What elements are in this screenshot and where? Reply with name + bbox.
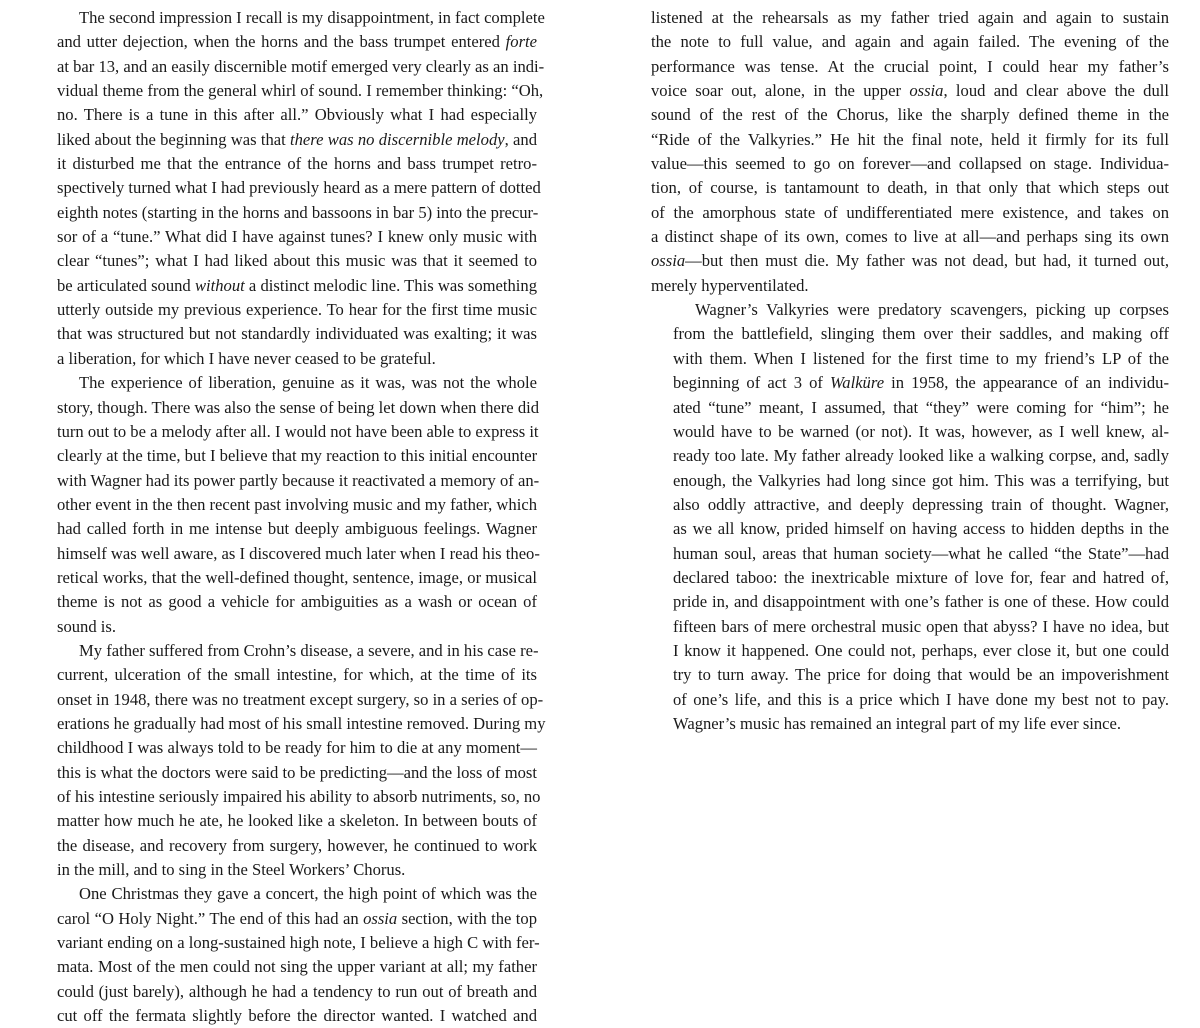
text-line: listened at the rehearsals as my father tried again and again to sustain	[651, 8, 1169, 27]
text-line: ated “tune” meant, I assumed, that “they” were coming for “him”; he	[673, 397, 1169, 417]
text-line: with Wagner had its power partly because it reactivated a memory of an-	[57, 470, 540, 490]
text-line: clearly at the time, but I believe that my reaction to this initial encounter	[57, 446, 538, 466]
text-line: childhood I was always told to be ready for him to die at any moment—	[57, 738, 537, 758]
text-line: the note to full value, and again and again failed. The evening of the	[651, 32, 1169, 52]
text-line: and utter dejection, when the horns and the bass trumpet entered forte	[57, 32, 537, 52]
text-line: fifteen bars of mere orchestral music open that abyss? I have no idea, but	[673, 616, 1169, 636]
text-line: The experience of liberation, genuine as it was, was not the whole	[79, 373, 537, 393]
text-line: no. There is a tune in this after all.” Obviously what I had especially	[57, 105, 537, 125]
text-line: sor of a “tune.” What did I have against tunes? I knew only music with	[57, 227, 537, 247]
paragraph	[35, 371, 540, 639]
text-line: that was structured but not standardly individuated was exalting; it was	[57, 324, 537, 344]
text-line: the disease, and recovery from surgery, however, he continued to work	[57, 835, 537, 855]
text-line: “Ride of the Valkyries.” He hit the final note, held it firmly for its full	[651, 129, 1169, 149]
text-line: Wagner’s music has remained an integral part of my life ever since.	[673, 713, 1122, 733]
text-line: matter how much he ate, he looked like a skeleton. In between bouts of	[57, 811, 537, 831]
text-line: ready too late. My father already looked like a walking corpse, and, sadly	[673, 446, 1169, 466]
paragraph	[35, 6, 545, 371]
text-line: onset in 1948, there was no treatment except surgery, so in a series of op-	[57, 689, 544, 709]
text-line: declared taboo: the inextricable mixture of love for, fear and hatred of,	[673, 567, 1169, 587]
text-line: current, ulceration of the small intestine, for which, at the time of its	[57, 665, 537, 685]
text-line: enough, the Valkyries had long since got him. This was a terrifying, but	[673, 470, 1169, 490]
text-line: voice soar out, alone, in the upper ossia, loud and clear above the dull	[651, 81, 1169, 101]
text-line: One Christmas they gave a concert, the high point of which was the	[79, 884, 537, 904]
text-line: carol “O Holy Night.” The end of this had an ossia section, with the top	[57, 908, 537, 928]
text-line: pride in, and disappointment with one’s father is one of these. How could	[673, 592, 1169, 612]
text-line: vidual theme from the general whirl of sound. I remember thinking: “Oh,	[57, 81, 544, 101]
paragraph	[35, 882, 540, 1028]
text-line: clear “tunes”; what I had liked about this music was that it seemed to	[57, 251, 537, 271]
text-line: erations he gradually had most of his small intestine removed. During my	[57, 713, 546, 733]
text-line: story, though. There was also the sense of being let down when there did	[57, 397, 540, 417]
text-line: this is what the doctors were said to be predicting—and the loss of most	[57, 762, 537, 782]
paragraph	[651, 298, 1169, 736]
text-line: performance was tense. At the crucial point, I could hear my father’s	[651, 56, 1169, 76]
text-line: would have to be warned (or not). It was, however, as I well knew, al-	[673, 421, 1169, 441]
right-page-text	[651, 6, 1169, 736]
text-line: eighth notes (starting in the horns and bassoons in bar 5) into the precur-	[57, 202, 539, 222]
text-line: sound is.	[57, 616, 117, 636]
text-line: ossia—but then must die. My father was not dead, but had, it turned out,	[651, 251, 1169, 271]
text-line: other event in the then recent past involving music and my father, which	[57, 494, 537, 514]
text-line: a distinct shape of its own, comes to live at all—and perhaps sing its own	[651, 227, 1169, 247]
left-page-text	[35, 6, 546, 1028]
text-line: could (just barely), although he had a tendency to run out of breath and	[57, 981, 537, 1001]
text-line: value—this seemed to go on forever—and collapsed on stage. Individua-	[651, 154, 1169, 174]
text-line: it disturbed me that the entrance of the horns and bass trumpet retro-	[57, 154, 537, 174]
paragraph	[651, 6, 1169, 298]
text-line: merely hyperventilated.	[651, 275, 809, 295]
text-line: human soul, areas that human society—what he called “the State”—had	[673, 543, 1169, 563]
text-line: liked about the beginning was that there was no discernible melody, and	[57, 129, 538, 149]
text-line: spectively turned what I had previously heard as a mere pattern of dotted	[57, 178, 541, 198]
text-line: had called forth in me intense but deeply ambiguous feelings. Wagner	[57, 519, 537, 539]
text-line: with them. When I listened for the first time to my friend’s LP of the	[673, 348, 1169, 368]
paragraph	[35, 639, 546, 882]
text-line: sound of the rest of the Chorus, like the sharply defined theme in the	[651, 105, 1169, 125]
text-line: cut off the fermata slightly before the director wanted. I watched and	[57, 1006, 537, 1026]
text-line: retical works, that the well-defined thought, sentence, image, or musical	[57, 567, 537, 587]
text-line: mata. Most of the men could not sing the upper variant at all; my father	[57, 957, 537, 977]
text-line: in the mill, and to sing in the Steel Workers’ Chorus.	[57, 860, 406, 880]
text-line: himself was well aware, as I discovered much later when I read his theo-	[57, 543, 540, 563]
text-line: I know it happened. One could not, perhaps, ever close it, but one could	[673, 640, 1169, 660]
text-line: of his intestine seriously impaired his ability to absorb nutriments, so, no	[57, 787, 541, 806]
text-line: also oddly attractive, and deeply depressing train of thought. Wagner,	[673, 494, 1169, 514]
text-line: tion, of course, is tantamount to death, in that only that which steps out	[651, 178, 1169, 198]
text-line: as we all know, prided himself on having access to hidden depths in the	[673, 519, 1169, 539]
text-line: of one’s life, and this is a price which I have done my best not to pay.	[673, 689, 1169, 709]
text-line: My father suffered from Crohn’s disease, a severe, and in his case re-	[79, 640, 539, 660]
text-line: utterly outside my previous experience. To hear for the first time music	[57, 300, 537, 320]
text-line: turn out to be a melody after all. I would not have been able to express it	[57, 421, 539, 441]
text-line: from the battlefield, slinging them over their saddles, and making off	[673, 324, 1169, 344]
text-line: of the amorphous state of undifferentiated mere existence, and takes on	[651, 202, 1169, 222]
text-line: at bar 13, and an easily discernible motif emerged very clearly as an indi-	[57, 56, 545, 76]
text-line: theme is not as good a vehicle for ambiguities as a wash or ocean of	[57, 592, 537, 612]
text-line: a liberation, for which I have never ceased to be grateful.	[57, 348, 436, 368]
text-line: beginning of act 3 of Walküre in 1958, the appearance of an individu-	[673, 373, 1169, 393]
text-line: Wagner’s Valkyries were predatory scavengers, picking up corpses	[695, 300, 1169, 320]
text-line: The second impression I recall is my disappointment, in fact complete	[79, 8, 545, 27]
text-line: variant ending on a long-sustained high note, I believe a high C with fer-	[57, 933, 540, 953]
text-line: be articulated sound without a distinct melodic line. This was something	[57, 275, 537, 295]
text-line: try to turn away. The price for doing that would be an impoverishment	[673, 665, 1169, 685]
